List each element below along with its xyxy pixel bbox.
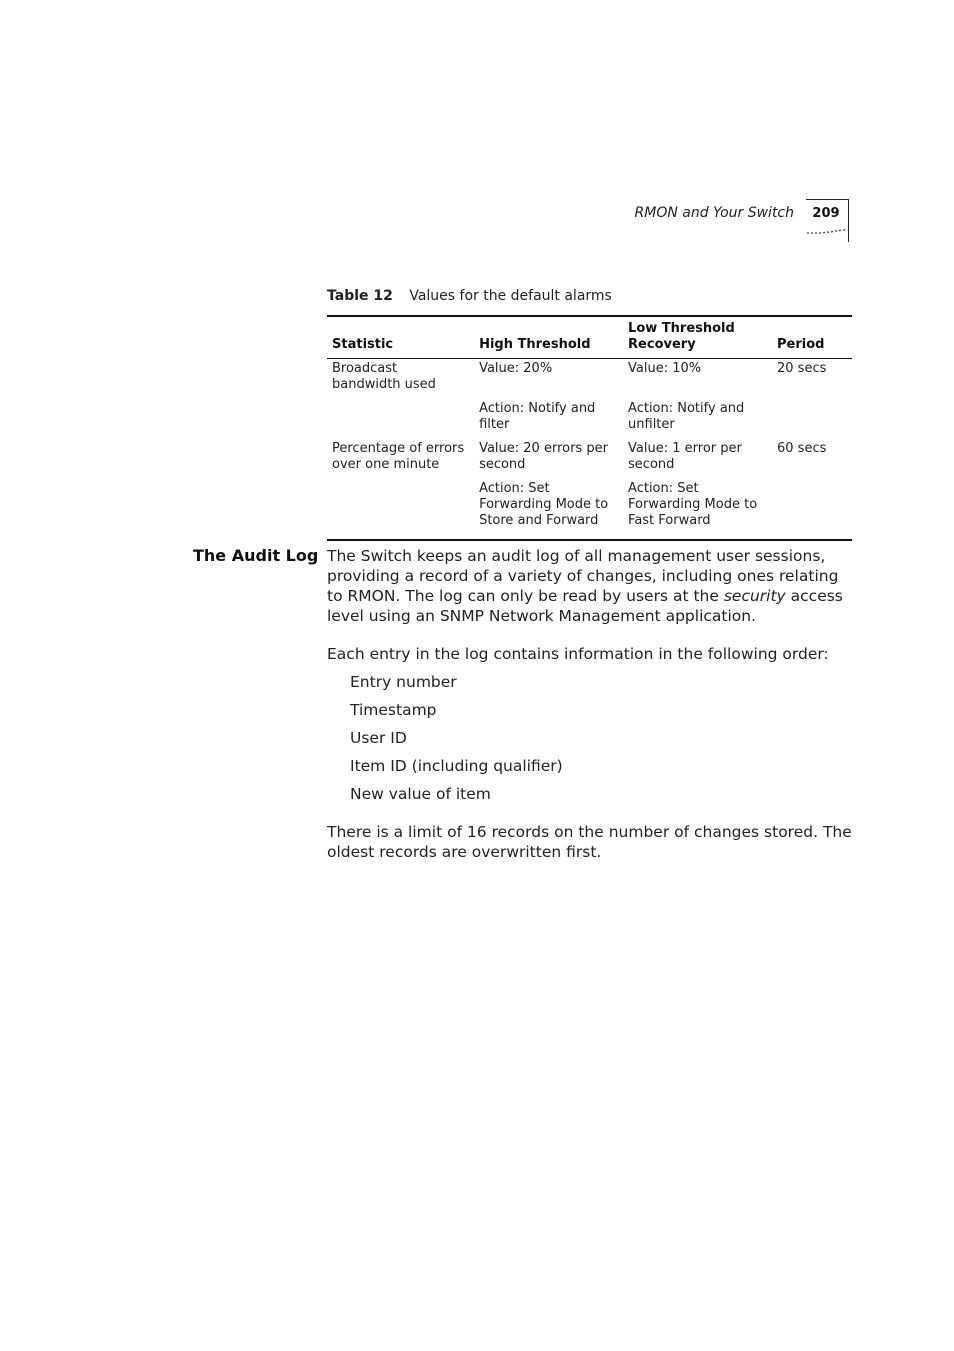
page-number: 209 xyxy=(812,206,840,221)
section-heading-audit-log: The Audit Log xyxy=(193,546,319,565)
running-header-title: RMON and Your Switch xyxy=(634,205,794,221)
table-caption-label: Table 12 xyxy=(327,288,393,304)
record-limit-paragraph: There is a limit of 16 records on the number of changes stored. The oldest records are overwritten first. xyxy=(327,823,852,861)
entry-order-intro: Each entry in the log contains information in the following order: xyxy=(327,645,829,663)
table-header-row xyxy=(327,316,852,359)
cell-high: Action: Set Forwarding Mode to Store and Forward xyxy=(474,479,623,540)
cell-high: Action: Notify and filter xyxy=(479,401,596,432)
cell-period xyxy=(772,399,852,439)
cell-high: Value: 20% xyxy=(479,361,553,376)
table-row xyxy=(327,479,852,540)
cell-low: Value: 1 error per second xyxy=(628,441,742,472)
col-header-low-threshold-recovery: Low Threshold Recovery xyxy=(623,316,772,359)
paragraph-text: The Switch keeps an audit log of all management user sessions, providing a record of a variety of changes, including ones relating to RMON. The log can only be read by users at the xyxy=(327,547,839,605)
cell-statistic xyxy=(327,479,474,540)
list-item: User ID xyxy=(350,729,407,747)
table-caption xyxy=(327,288,612,304)
cell-low: Action: Set Forwarding Mode to Fast Forward xyxy=(623,479,772,540)
cell-period: 60 secs xyxy=(777,441,827,456)
cell-low: Action: Notify and unfilter xyxy=(628,401,745,432)
col-header-statistic: Statistic xyxy=(327,316,474,359)
paragraph-text: access level using an SNMP Network Management application. xyxy=(327,587,843,625)
emphasis-security: security xyxy=(723,587,786,605)
default-alarms-table xyxy=(327,315,852,541)
list-item: Entry number xyxy=(350,673,457,691)
cell-high: Value: 20 errors per second xyxy=(479,441,608,472)
cell-statistic xyxy=(327,399,474,439)
entry-field-list xyxy=(350,672,563,812)
cell-period xyxy=(772,479,852,540)
list-item: Timestamp xyxy=(350,701,437,719)
audit-log-paragraph xyxy=(327,546,857,626)
list-item: New value of item xyxy=(350,785,491,803)
table-row xyxy=(327,439,852,479)
col-header-high-threshold: High Threshold xyxy=(474,316,623,359)
table-row xyxy=(327,359,852,400)
cell-statistic: Percentage of errors over one minute xyxy=(332,441,465,472)
cell-statistic: Broadcast bandwidth used xyxy=(332,361,436,392)
cell-period: 20 secs xyxy=(777,361,827,376)
table-row xyxy=(327,399,852,439)
dotted-rule-decoration xyxy=(806,224,848,236)
col-header-period: Period xyxy=(772,316,852,359)
cell-low: Value: 10% xyxy=(628,361,702,376)
table-caption-text: Values for the default alarms xyxy=(409,288,612,304)
list-item: Item ID (including qualifier) xyxy=(350,757,563,775)
